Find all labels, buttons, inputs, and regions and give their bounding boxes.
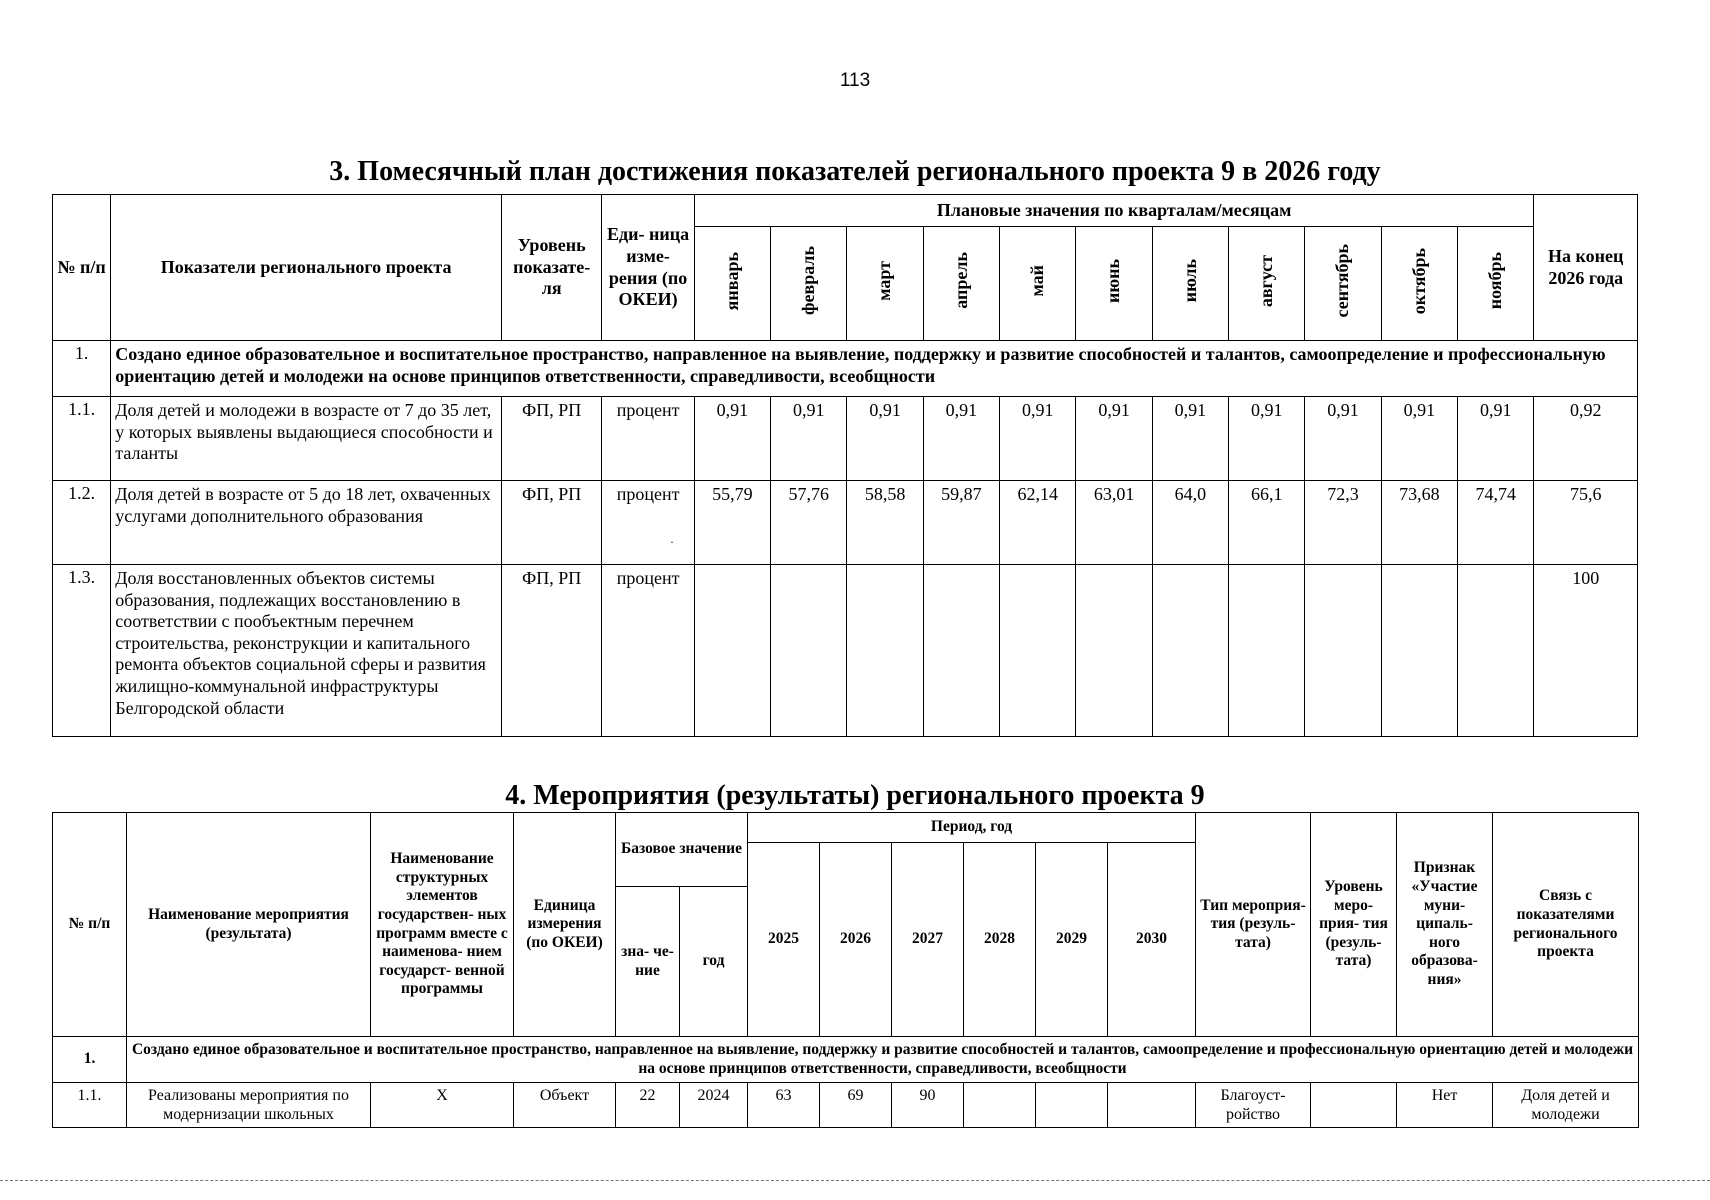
- header-period: Период, год: [748, 813, 1196, 843]
- row-link: Доля детей и молодежи: [1493, 1083, 1639, 1128]
- header-month: сентябрь: [1305, 227, 1381, 341]
- row-year-value: 90: [892, 1083, 964, 1128]
- row-level: ФП, РП: [501, 565, 601, 737]
- header-unit: Единица измерения (по ОКЕИ): [514, 813, 616, 1037]
- row-month-value: 0,91: [694, 397, 770, 481]
- header-month: январь: [694, 227, 770, 341]
- table-row: [53, 565, 1638, 737]
- row-unit: процент: [602, 481, 694, 565]
- row-month-value: [1305, 565, 1381, 737]
- row-year-value: [1108, 1083, 1196, 1128]
- row-level: ФП, РП: [501, 397, 601, 481]
- row-year-value: [1036, 1083, 1108, 1128]
- events-table: [52, 812, 1639, 1128]
- row-month-value: 63,01: [1076, 481, 1152, 565]
- row-month-value: [847, 565, 923, 737]
- row-year-value: 69: [820, 1083, 892, 1128]
- header-base-value: Базовое значение: [616, 813, 748, 887]
- row-base-value: 22: [616, 1083, 680, 1128]
- row-event-level: [1311, 1083, 1397, 1128]
- header-structural-elements: Наименование структурных элементов государствен- ных программ вместе с наименова- нием государст- венной программы: [371, 813, 514, 1037]
- table-row: [53, 481, 1638, 565]
- row-month-value: 64,0: [1152, 481, 1228, 565]
- row-month-value: 0,91: [1381, 397, 1457, 481]
- header-end-of-year: На конец 2026 года: [1534, 195, 1638, 341]
- row-month-value: 0,91: [923, 397, 999, 481]
- row-month-value: 59,87: [923, 481, 999, 565]
- header-unit: Еди- ница изме- рения (по ОКЕИ): [602, 195, 694, 341]
- row-month-value: 0,91: [1152, 397, 1228, 481]
- row-month-value: [1000, 565, 1076, 737]
- row-num: 1.2.: [53, 481, 111, 565]
- row-year-value: [964, 1083, 1036, 1128]
- header-month: апрель: [923, 227, 999, 341]
- row-event-type: Благоуст- ройство: [1196, 1083, 1311, 1128]
- row-month-value: 74,74: [1458, 481, 1534, 565]
- row-month-value: 62,14: [1000, 481, 1076, 565]
- row-indicator-name: Доля детей в возрасте от 5 до 18 лет, охваченных услугами дополнительного образования: [111, 481, 502, 565]
- header-link-indicators: Связь с показателями регионального проекта: [1493, 813, 1639, 1037]
- row-month-value: [1152, 565, 1228, 737]
- row-month-value: [771, 565, 847, 737]
- row-num: 1.1.: [53, 1083, 127, 1128]
- row-month-value: [1458, 565, 1534, 737]
- page-number: 113: [839, 70, 871, 91]
- row-level: ФП, РП: [501, 481, 601, 565]
- row-end-value: 75,6: [1534, 481, 1638, 565]
- row-month-value: [1381, 565, 1457, 737]
- section-row-text: Создано единое образовательное и воспитательное пространство, направленное на выявление, поддержку и развитие способностей и талантов, самоопределение и профессиональную ориентацию детей и молодежи на основе принципов ответственности, справедливости, всеобщности: [111, 341, 1638, 397]
- row-month-value: [694, 565, 770, 737]
- section-4-title: 4. Мероприятия (результаты) регионального проекта 9: [505, 780, 1205, 811]
- row-municipal: Нет: [1397, 1083, 1493, 1128]
- row-event-name: Реализованы мероприятия по модернизации школьных: [127, 1083, 371, 1128]
- header-event-name: Наименование мероприятия (результата): [127, 813, 371, 1037]
- table-row: [53, 1083, 1639, 1128]
- row-unit: процент: [602, 565, 694, 737]
- monthly-plan-table: [52, 194, 1638, 737]
- header-year: 2027: [892, 843, 964, 1037]
- stray-mark: ·: [670, 535, 674, 549]
- header-year: 2025: [748, 843, 820, 1037]
- header-month: август: [1229, 227, 1305, 341]
- row-month-value: 72,3: [1305, 481, 1381, 565]
- header-base-value-year: год: [680, 887, 748, 1037]
- section-3-title: 3. Помесячный план достижения показателей регионального проекта 9 в 2026 году: [329, 156, 1381, 187]
- table-row: [53, 397, 1638, 481]
- row-month-value: 58,58: [847, 481, 923, 565]
- header-level: Уровень показате- ля: [501, 195, 601, 341]
- row-base-year: 2024: [680, 1083, 748, 1128]
- row-num: 1.3.: [53, 565, 111, 737]
- section-row-num: 1.: [53, 1037, 127, 1083]
- header-base-value-value: зна- че- ние: [616, 887, 680, 1037]
- header-planned-values: Плановые значения по кварталам/месяцам: [694, 195, 1534, 227]
- header-month: июнь: [1076, 227, 1152, 341]
- row-month-value: 0,91: [771, 397, 847, 481]
- row-month-value: 55,79: [694, 481, 770, 565]
- row-month-value: 0,91: [1000, 397, 1076, 481]
- header-year: 2028: [964, 843, 1036, 1037]
- header-event-level: Уровень меро- прия- тия (резуль- тата): [1311, 813, 1397, 1037]
- header-month: март: [847, 227, 923, 341]
- header-event-type: Тип мероприя- тия (резуль- тата): [1196, 813, 1311, 1037]
- header-month: июль: [1152, 227, 1228, 341]
- row-month-value: [1076, 565, 1152, 737]
- row-month-value: 0,91: [1305, 397, 1381, 481]
- header-month: октябрь: [1381, 227, 1457, 341]
- row-year-value: 63: [748, 1083, 820, 1128]
- row-month-value: [923, 565, 999, 737]
- header-indicators: Показатели регионального проекта: [111, 195, 502, 341]
- row-indicator-name: Доля детей и молодежи в возрасте от 7 до 35 лет, у которых выявлены выдающиеся способности и таланты: [111, 397, 502, 481]
- row-structural-element: Х: [371, 1083, 514, 1128]
- row-month-value: 0,91: [847, 397, 923, 481]
- row-month-value: 0,91: [1229, 397, 1305, 481]
- section-row-num: 1.: [53, 341, 111, 397]
- row-month-value: 66,1: [1229, 481, 1305, 565]
- row-month-value: 0,91: [1076, 397, 1152, 481]
- header-num: № п/п: [53, 195, 111, 341]
- row-end-value: 100: [1534, 565, 1638, 737]
- row-indicator-name: Доля восстановленных объектов системы образования, подлежащих восстановлению в соответствии с пообъектным перечнем строительства, реконструкции и капитального ремонта объектов социальной сферы и развития жилищно-коммунальной инфраструктуры Белгородской области: [111, 565, 502, 737]
- header-month: февраль: [771, 227, 847, 341]
- row-unit: Объект: [514, 1083, 616, 1128]
- header-month: ноябрь: [1458, 227, 1534, 341]
- page-bottom-edge: [0, 1180, 1710, 1181]
- header-municipal-participation: Признак «Участие муни- ципаль- ного образова- ния»: [1397, 813, 1493, 1037]
- header-year: 2026: [820, 843, 892, 1037]
- header-num: № п/п: [53, 813, 127, 1037]
- row-month-value: 57,76: [771, 481, 847, 565]
- header-month: май: [1000, 227, 1076, 341]
- header-year: 2030: [1108, 843, 1196, 1037]
- header-year: 2029: [1036, 843, 1108, 1037]
- row-end-value: 0,92: [1534, 397, 1638, 481]
- row-month-value: 0,91: [1458, 397, 1534, 481]
- row-month-value: [1229, 565, 1305, 737]
- row-num: 1.1.: [53, 397, 111, 481]
- row-unit: процент: [602, 397, 694, 481]
- section-row-text: Создано единое образовательное и воспитательное пространство, направленное на выявление, поддержку и развитие способностей и талантов, самоопределение и профессиональную ориентацию детей и молодежи на основе принципов ответственности, справедливости, всеобщности: [127, 1037, 1639, 1083]
- row-month-value: 73,68: [1381, 481, 1457, 565]
